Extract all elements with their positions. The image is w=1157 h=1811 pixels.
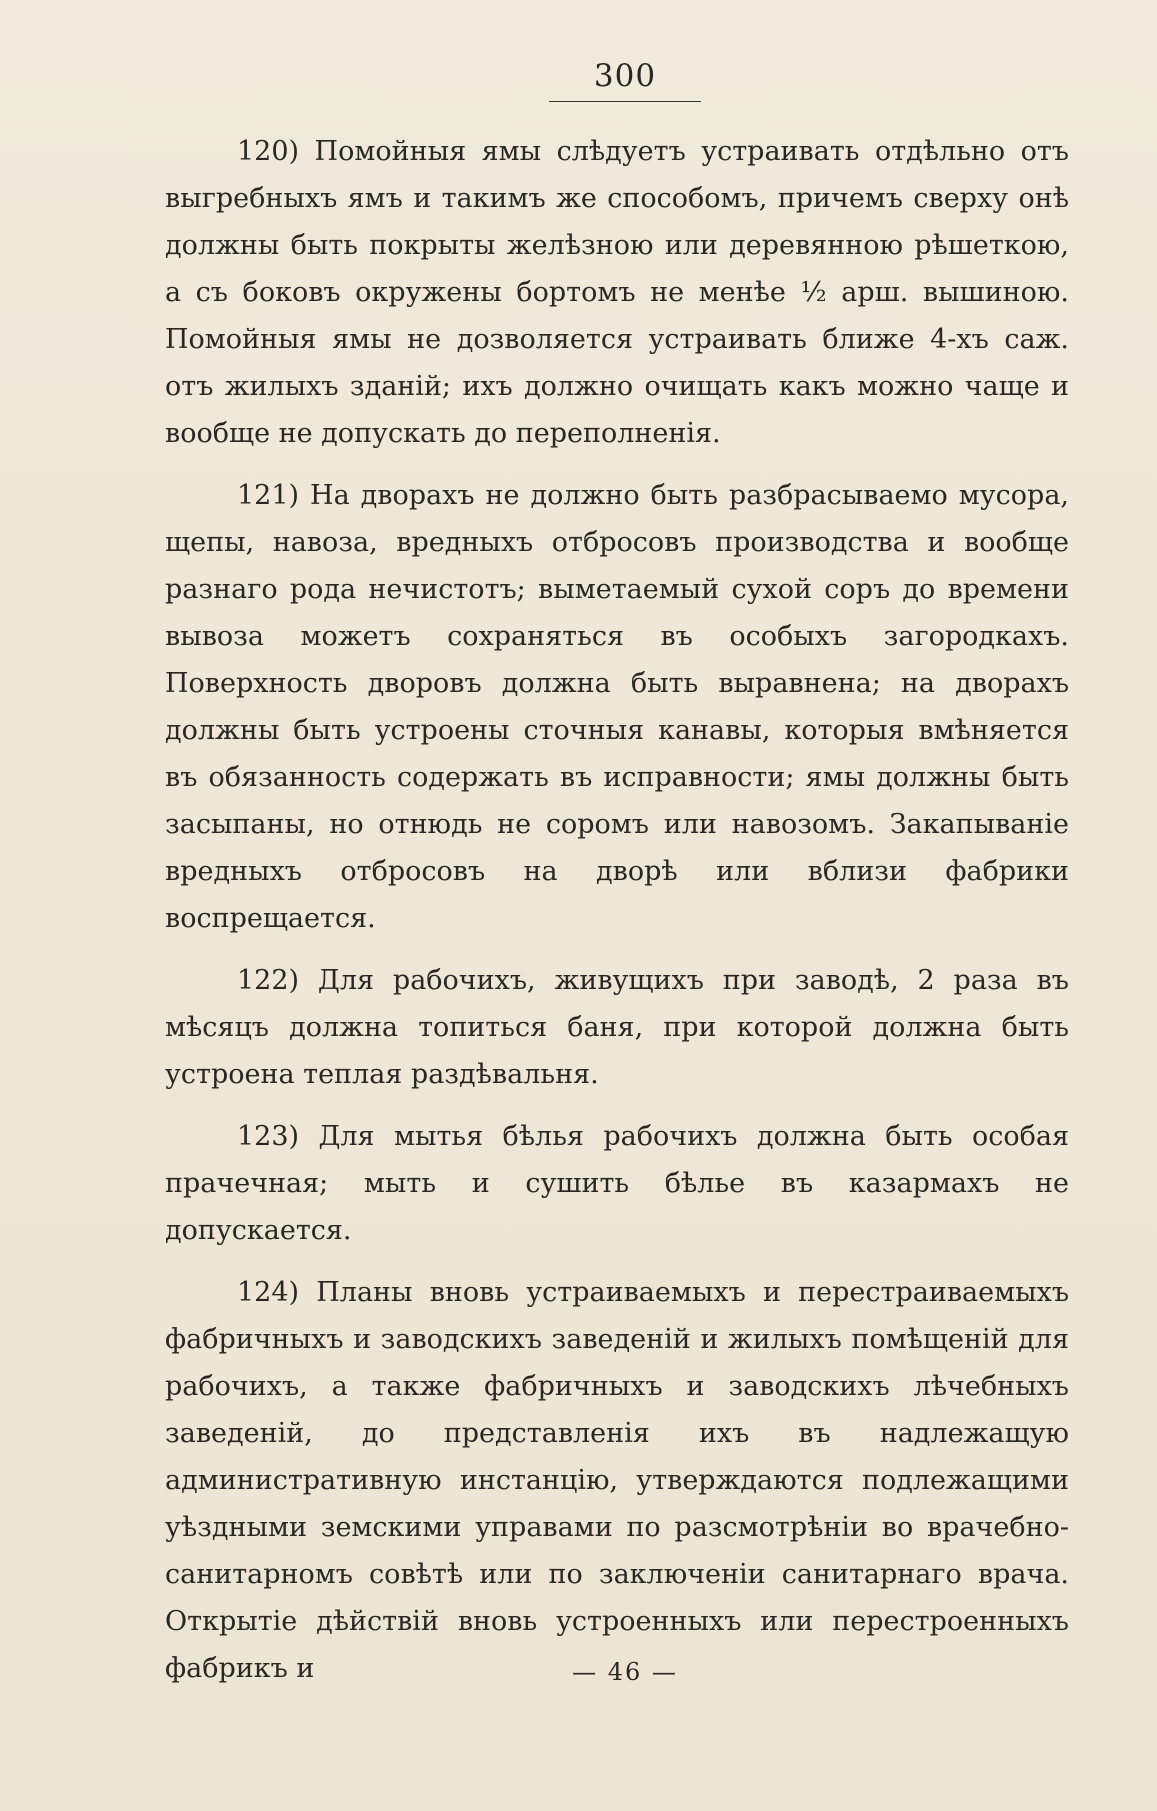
signature-mark: — 46 — <box>572 1658 678 1686</box>
paragraph-122: 122) Для рабочихъ, живущихъ при заводѣ, 2 раза въ мѣсяцъ должна топиться баня, при которой должна быть устроена теплая раздѣвальня. <box>165 965 1069 1090</box>
body-text <box>165 128 1069 1692</box>
page-number: 300 <box>593 58 657 94</box>
paragraph-123: 123) Для мытья бѣлья рабочихъ должна быть особая прачечная; мыть и сушить бѣлье въ казармахъ не допускается. <box>165 1121 1069 1246</box>
page-number-rule <box>549 101 701 102</box>
paragraph-121: 121) На дворахъ не должно быть разбрасываемо мусора, щепы, навоза, вредныхъ отбросовъ производства и вообще разнаго рода нечистотъ; выметаемый сухой соръ до времени вывоза можетъ сохраняться въ особыхъ загородкахъ. Поверхность дворовъ должна быть выравнена; на дворахъ должны быть устроены сточныя канавы, которыя вмѣняется въ обязанность содержать въ исправности; ямы должны быть засыпаны, но отнюдь не соромъ или навозомъ. Закапываніе вредныхъ отбросовъ на дворѣ или вблизи фабрики воспрещается. <box>165 480 1069 934</box>
paragraph-124: 124) Планы вновь устраиваемыхъ и перестраиваемыхъ фабричныхъ и заводскихъ заведеній и жилыхъ помѣщеній для рабочихъ, а также фабричныхъ и заводскихъ лѣчебныхъ заведеній, до представленія ихъ въ надлежащую административную инстанцію, утверждаются подлежащими уѣздными земскими управами по разсмотрѣніи во врачебно-санитарномъ совѣтѣ или по заключеніи санитарнаго врача. Открытіе дѣйствій вновь устроенныхъ или перестроенныхъ фабрикъ и <box>165 1277 1069 1684</box>
paragraph-120: 120) Помойныя ямы слѣдуетъ устраивать отдѣльно отъ выгребныхъ ямъ и такимъ же способомъ, причемъ сверху онѣ должны быть покрыты желѣзною или деревянною рѣшеткою, а съ боковъ окружены бортомъ не менѣе ½ арш. вышиною. Помойныя ямы не дозволяется устраивать ближе 4-хъ саж. отъ жилыхъ зданій; ихъ должно очищать какъ можно чаще и вообще не допускать до переполненія. <box>165 136 1069 449</box>
